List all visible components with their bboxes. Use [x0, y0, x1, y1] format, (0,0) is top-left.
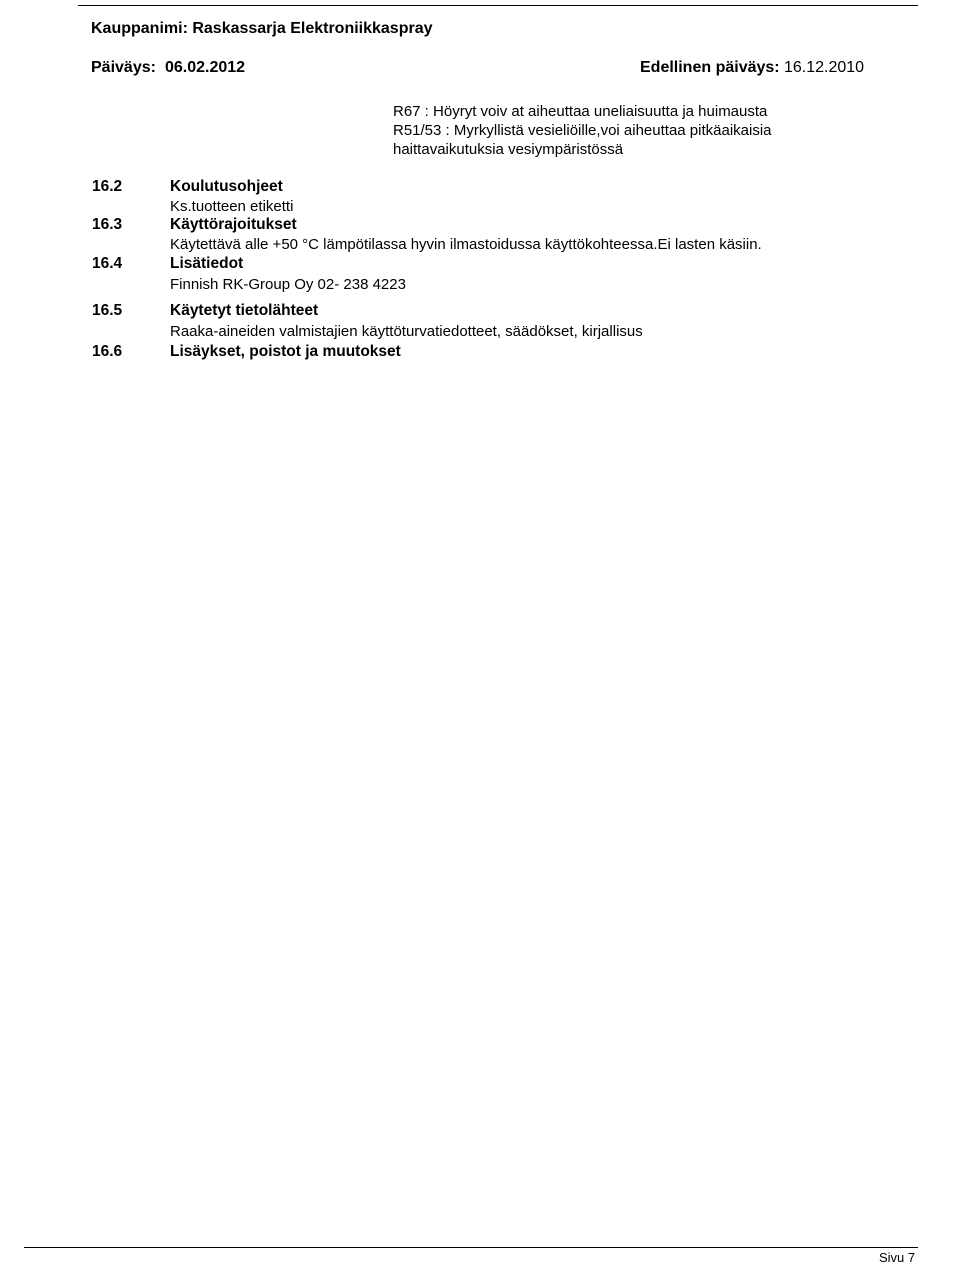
section-title: Käytetyt tietolähteet [170, 302, 319, 319]
section-title: Lisäykset, poistot ja muutokset [170, 343, 401, 360]
r-phrase-line: haittavaikutuksia vesiympäristössä [393, 141, 624, 158]
section-title: Käyttörajoitukset [170, 216, 297, 233]
footer-rule [24, 1247, 918, 1248]
trade-name: Kauppanimi: Raskassarja Elektroniikkaspray [91, 20, 433, 37]
section-number: 16.5 [92, 302, 123, 319]
date-value: 06.02.2012 [165, 59, 246, 76]
section-number: 16.2 [92, 178, 123, 195]
section-text: Raaka-aineiden valmistajien käyttöturvatiedotteet, säädökset, kirjallisus [170, 323, 643, 340]
r-phrase-line: R51/53 : Myrkyllistä vesieliöille,voi aiheuttaa pitkäaikaisia [393, 122, 772, 139]
previous-date-value: 16.12.2010 [784, 59, 865, 76]
previous-date-label: Edellinen päiväys: [640, 59, 780, 76]
header-top-rule [78, 5, 918, 6]
page-number: Sivu 7 [879, 1250, 916, 1265]
section-text: Käytettävä alle +50 °C lämpötilassa hyvin ilmastoidussa käyttökohteessa.Ei lasten käsiin. [170, 236, 762, 253]
section-number: 16.6 [92, 343, 123, 360]
section-text: Ks.tuotteen etiketti [170, 198, 294, 215]
section-number: 16.3 [92, 216, 123, 233]
date-label: Päiväys: [91, 59, 156, 76]
section-title: Koulutusohjeet [170, 178, 283, 195]
section-text: Finnish RK-Group Oy 02- 238 4223 [170, 276, 406, 293]
r-phrase-line: R67 : Höyryt voiv at aiheuttaa uneliaisuutta ja huimausta [393, 103, 768, 120]
section-title: Lisätiedot [170, 255, 244, 272]
section-number: 16.4 [92, 255, 123, 272]
